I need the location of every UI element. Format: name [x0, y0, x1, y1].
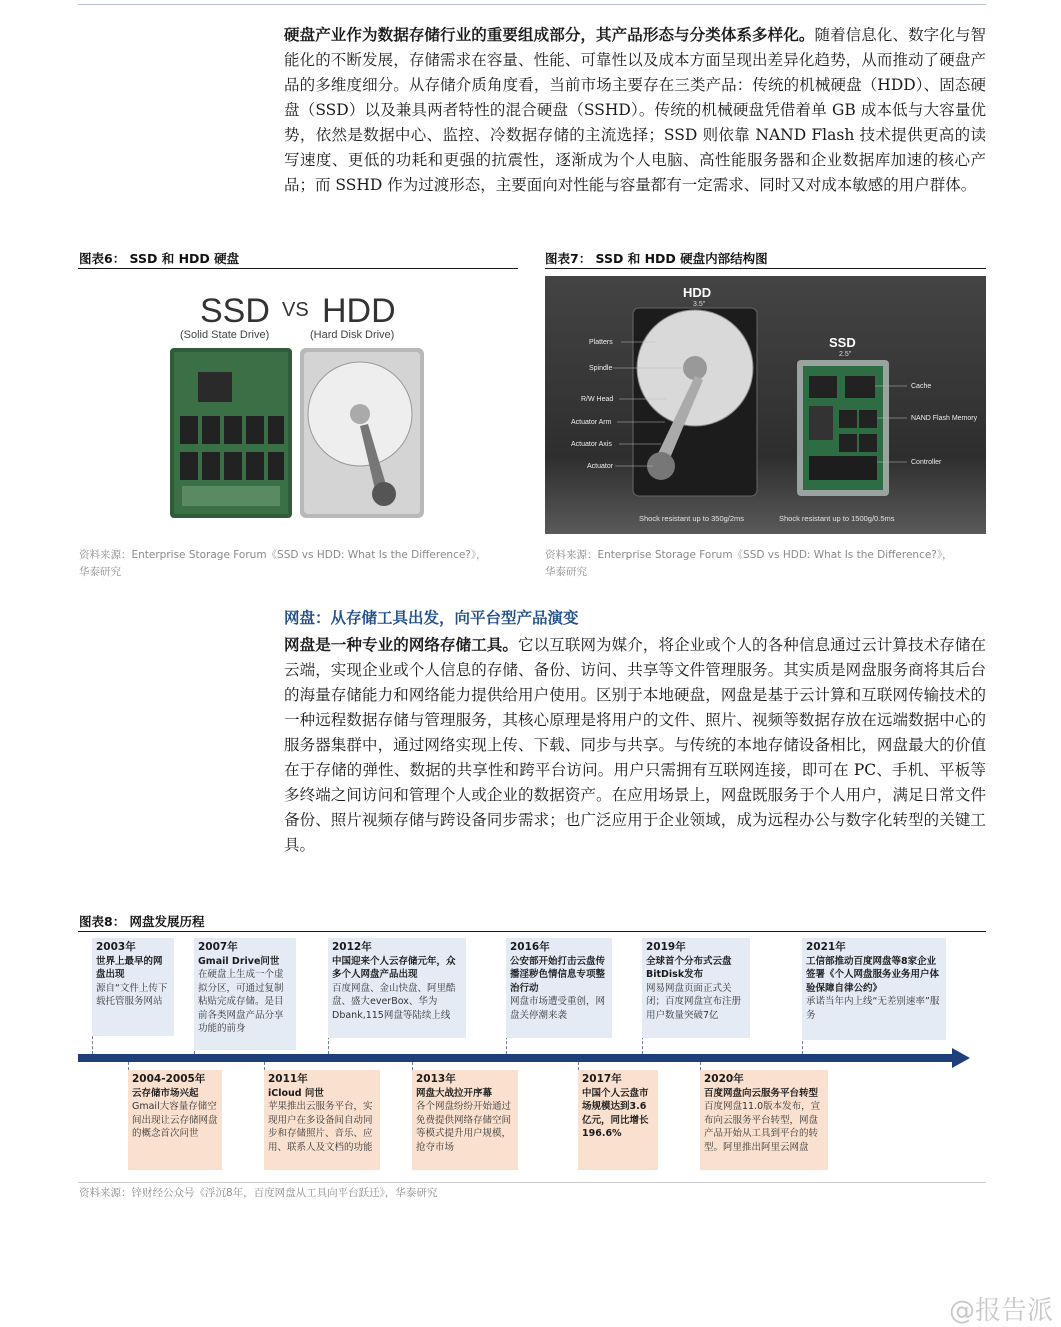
event-year: 2020年 — [704, 1073, 744, 1085]
hdd-part-label: Actuator Axis — [571, 441, 612, 448]
event-body: 苹果推出云服务平台，实现用户在多设备间自动同步和存储照片、音乐、应用、联系人及文档的功能 — [268, 1101, 373, 1153]
figure8-rule — [78, 931, 986, 932]
timeline-event-bottom — [700, 1070, 828, 1170]
timeline-event-top — [328, 938, 466, 1038]
intro-paragraph — [284, 22, 986, 198]
hdd-part-label: Actuator Arm — [571, 419, 612, 426]
event-head: Gmail Drive问世 — [198, 955, 280, 967]
watermark: @报告派 — [948, 1296, 1053, 1326]
fig7-ssd-size: 2.5" — [839, 351, 852, 358]
event-head: 网盘大战拉开序幕 — [416, 1087, 493, 1099]
fig7-hdd-shock: Shock resistant up to 350g/2ms — [639, 514, 745, 523]
event-year: 2021年 — [806, 941, 846, 953]
event-head: 世界上最早的网盘出现 — [96, 955, 163, 980]
event-body: 百度网盘11.0版本发布，宣布向云服务平台转型，网盘产品开始从工具到平台的转型。阿里推出阿里云网盘 — [704, 1101, 821, 1153]
event-year: 2017年 — [582, 1073, 622, 1085]
timeline-event-bottom — [578, 1070, 658, 1170]
event-head: 百度网盘向云服务平台转型 — [704, 1087, 819, 1099]
event-body: Gmail大容量存储空间出现让云存储网盘的概念首次问世 — [132, 1101, 218, 1139]
event-year: 2012年 — [332, 941, 372, 953]
fig6-ssd-label: SSD — [200, 292, 270, 330]
event-head: 中国个人云盘市场规模达到3.6亿元，同比增长196.6% — [582, 1087, 649, 1139]
event-head: iCloud 问世 — [268, 1087, 324, 1099]
figure8-source: 资料来源：锌财经公众号《浮沉8年，百度网盘从工具向平台跃迁》，华泰研究 — [79, 1187, 438, 1199]
timeline-event-top — [194, 938, 296, 1050]
timeline-event-top — [92, 938, 174, 1036]
figure8-title: 图表8： 网盘发展历程 — [79, 914, 205, 929]
hdd-part-label: Spindle — [589, 365, 613, 372]
figure6-source — [79, 547, 524, 581]
ssd-part-label: Cache — [911, 383, 932, 390]
figure7-source — [545, 547, 995, 581]
figure7-rule — [545, 268, 986, 269]
fig7-hdd-size: 3.5" — [693, 301, 706, 308]
event-body: 各个网盘纷纷开始通过免费提供网络存储空间等模式提升用户规模，抢夺市场 — [416, 1101, 512, 1153]
hdd-part-label: R/W Head — [581, 396, 614, 403]
figure6-title: 图表6： SSD 和 HDD 硬盘 — [79, 251, 240, 266]
fig6-vs-label: VS — [282, 299, 309, 321]
event-body: 百度网盘、金山快盘、阿里酷盘、盛大everBox、华为Dbank,115网盘等陆续上线 — [332, 982, 456, 1021]
event-year: 2004-2005年 — [132, 1073, 206, 1085]
ssd-part-label: Controller — [911, 459, 942, 466]
event-year: 2013年 — [416, 1073, 456, 1085]
figure6-rule — [78, 268, 518, 269]
event-body: 源自“文件上传下载托管服务网站 — [96, 982, 168, 1007]
figure8-bottom-rule — [78, 1182, 986, 1183]
event-head: 公安部开始打击云盘传播淫秽色情信息专项整治行动 — [510, 955, 606, 994]
event-head: 全球首个分布式云盘BitDisk发布 — [646, 955, 732, 980]
timeline-event-bottom — [264, 1070, 380, 1170]
event-year: 2003年 — [96, 941, 136, 953]
header-rule — [78, 4, 986, 5]
event-head: 工信部推动百度网盘等8家企业签署《个人网盘服务业务用户体验保障自律公约》 — [806, 955, 940, 994]
fig7-hdd-graphic — [633, 308, 757, 496]
fig7-ssd-graphic — [797, 360, 889, 496]
fig7-source-line1: 资料来源：Enterprise Storage Forum《SSD vs HDD: What Is the Difference?》， — [545, 549, 953, 561]
fig6-hdd-label: HDD — [322, 292, 396, 330]
timeline-event-top — [506, 938, 612, 1038]
event-body: 网盘市场遭受重创，网盘关停潮来袭 — [510, 996, 606, 1021]
netdisk-body: 它以互联网为媒介，将企业或个人的各种信息通过云计算技术存储在云端，实现企业或个人信息的存储、备份、访问、共享等文件管理服务。其实质是网盘服务商将其后台的海量存储能力和网络能力提供给用户使用。区别于本地硬盘，网盘是基于云计算和互联网传输技术的一种远程数据存储与管理服务，其核心原理是将用户的文件、照片、视频等数据存放在远端数据中心的服务器集群中，通过网络实现上传、下载、同步与共享。与传统的本地存储设备相比，网盘最大的价值在于存储的弹性、数据的共享性和跨平台访问。用户只需拥有互联网连接，即可在 PC、手机、平板等多终端之间访问和管理个人或企业的数据资产。在应用场景上，网盘既服务于个人用户，满足日常文件备份、照片视频存储与跨设备同步需求；也广泛应用于企业领域，成为远程办公与数字化转型的关键工具。 — [284, 636, 986, 854]
figure7-image — [545, 276, 986, 534]
timeline-event-bottom — [412, 1070, 518, 1170]
timeline-axis — [78, 1048, 986, 1068]
timeline-event-top — [642, 938, 750, 1038]
hdd-part-label: Platters — [589, 339, 613, 346]
event-year: 2011年 — [268, 1073, 308, 1085]
fig6-source-line1: 资料来源：Enterprise Storage Forum《SSD vs HDD: What Is the Difference?》， — [79, 549, 487, 561]
fig6-ssd-sub: (Solid State Drive) — [180, 329, 270, 341]
fig7-ssd-label: SSD — [829, 335, 856, 350]
event-year: 2016年 — [510, 941, 550, 953]
section-heading: 网盘：从存储工具出发，向平台型产品演变 — [284, 608, 579, 627]
event-head: 云存储市场兴起 — [132, 1087, 199, 1099]
fig7-source-line2: 华泰研究 — [545, 566, 587, 578]
netdisk-lead: 网盘是一种专业的网络存储工具。 — [284, 635, 519, 654]
event-body: 网易网盘页面正式关闭；百度网盘宣布注册用户数量突破7亿 — [646, 982, 742, 1021]
ssd-board-graphic — [170, 348, 292, 518]
event-year: 2007年 — [198, 941, 238, 953]
fig6-hdd-sub: (Hard Disk Drive) — [310, 329, 395, 341]
hdd-part-label: Actuator — [587, 463, 614, 470]
fig7-ssd-shock: Shock resistant up to 1500g/0.5ms — [779, 514, 895, 523]
timeline-event-bottom — [128, 1070, 222, 1170]
fig7-hdd-label: HDD — [683, 285, 712, 300]
intro-lead: 硬盘产业作为数据存储行业的重要组成部分，其产品形态与分类体系多样化。 — [284, 25, 815, 44]
figure7-title: 图表7： SSD 和 HDD 硬盘内部结构图 — [545, 251, 768, 266]
event-head: 中国迎来个人云存储元年，众多个人网盘产品出现 — [332, 955, 456, 980]
intro-body: 随着信息化、数字化与智能化的不断发展，存储需求在容量、性能、可靠性以及成本方面呈现出差异化趋势，从而推动了硬盘产品的多维度细分。从存储介质角度看，当前市场主要存在三类产品：传统的机械硬盘（HDD）、固态硬盘（SSD）以及兼具两者特性的混合硬盘（SSHD）。传统的机械硬盘凭借着单 GB 成本低与大容量优势，依然是数据中心、监控、冷数据存储的主流选择；SSD 则依靠 NAND Flash 技术提供更高的读写速度、更低的功耗和更强的抗震性，逐渐成为个人电脑、高性能服务器和企业数据库加速的核心产品；而 SSHD 作为过渡形态，主要面向对性能与容量都有一定需求、同时又对成本敏感的用户群体。 — [284, 26, 986, 194]
timeline — [78, 934, 986, 1174]
timeline-event-top — [802, 938, 946, 1040]
ssd-part-label: NAND Flash Memory — [911, 415, 978, 422]
event-body: 在硬盘上生成一个虚拟分区，可通过复制粘贴完成存储。是目前各类网盘产品分享功能的前身 — [198, 969, 284, 1034]
netdisk-paragraph — [284, 632, 986, 858]
figure6-image — [78, 276, 518, 538]
hdd-graphic — [300, 348, 424, 518]
event-year: 2019年 — [646, 941, 686, 953]
fig6-source-line2: 华泰研究 — [79, 566, 121, 578]
event-body: 承诺当年内上线“无差别速率”服务 — [806, 996, 940, 1021]
